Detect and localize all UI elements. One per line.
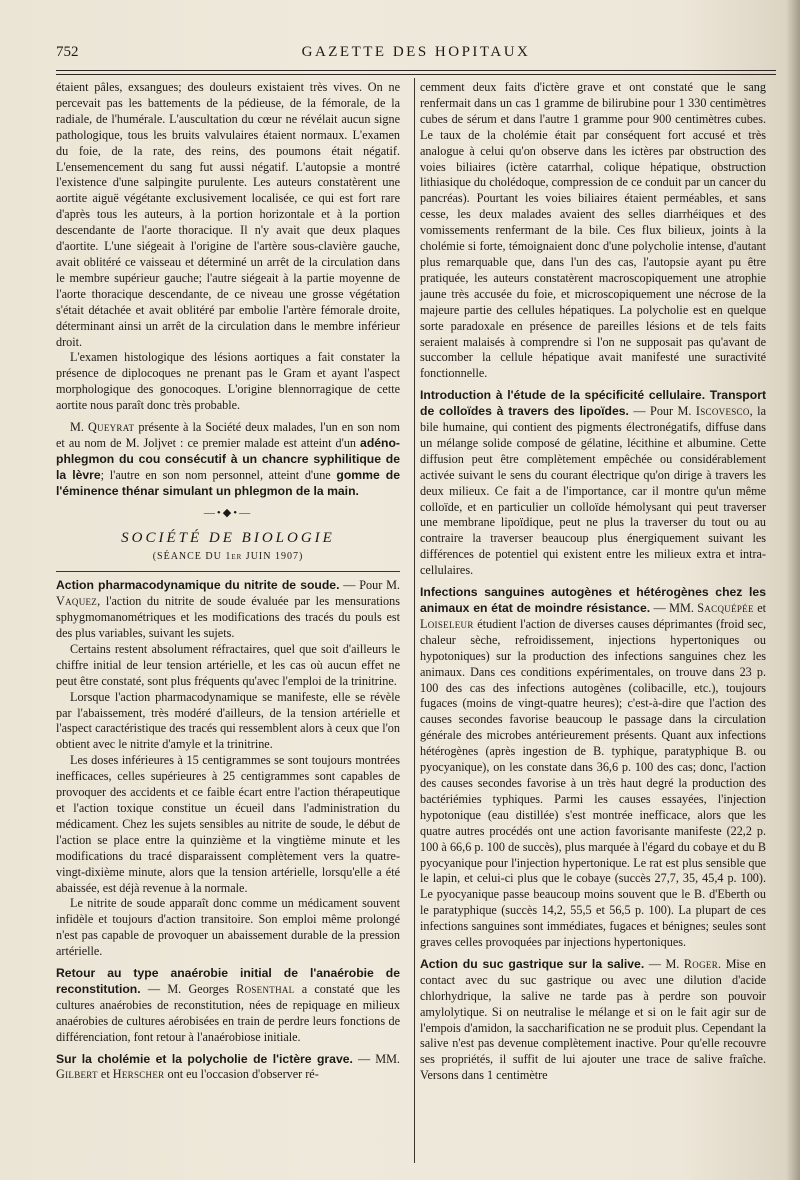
article-paragraph: Les doses inférieures à 15 centigrammes se sont toujours montrées inefficaces, celles supérieures à 25 centigrammes sont capables de provoquer des accidents et ce faible écart entre l'action thérapeutique et l'action toxique constitue un écueil dans l'administration du médicament. Chez les sujets sensibles au nitrite de soude, le début de l'action se place entre la quinzième et la vingtième minute et les modifications du tracé disparaissent complètement vers la quatre-vingt-dixième minute, alors que la tension artérielle, lorsqu'elle a été abaissée, est déjà revenue à la normale. [56,753,400,895]
emphasis-text: adéno-phlegmon du cou consécutif à un chancre syphilitique de la lèvre [56,435,400,482]
article-title: Infections sanguines autogènes et hétérogènes chez les animaux en état de moindre résistance. [420,585,766,615]
article-title: Action du suc gastrique sur la salive. [420,956,645,971]
page-header [56,42,776,64]
histology-paragraph: L'examen histologique des lésions aortiques a fait constater la présence de diplocoques ne prenant pas le Gram et ayant l'aspect morphologique des gonocoques. L'origine blennorragique de cette aortite nous paraît donc très probable. [56,350,400,413]
page-edge-shadow [786,0,800,1180]
header-rule [56,70,776,71]
author-name: Queyrat [87,420,135,435]
society-heading: SOCIÉTÉ DE BIOLOGIE [121,530,335,547]
article-paragraph: Lorsque l'action pharmacodynamique se manifeste, elle se révèle par l'abaissement, très modéré d'ailleurs, de la tension artérielle et l'aspect caractéristique des tracés qui ressemblent alors à ceux que l'on obtient avec le nitrite d'amyle et la trinitrine. [56,689,400,752]
article-title: Retour au type anaérobie initial de l'anaérobie de reconstitution. [56,966,400,996]
author-name: Sacquépée [697,601,754,615]
article-title: Action pharmacodynamique du nitrite de soude. [56,578,340,593]
author-name: Gilbert [56,1067,98,1082]
article-suc-gastrique: Action du suc gastrique sur la salive. — M. Roger. Mise en contact avec du suc gastrique ou avec une dilution d'acide chlorhydrique, la salive ne tarde pas à perdre son pouvoir amylolytique. Si on neutralise le mélange et si on le fait agir sur de l'empois d'amidon, la saccharification ne se produit plus. Cependant la salive n'est pas devenue complètement inactive. Pour qu'elle recouvre ses propriétés, il suffit de lui ajouter une trace de salive fraîche. Versons dans 1 centimètre [420,956,766,1083]
author-name: Iscovesco [695,404,750,419]
article-anaerobie: Retour au type anaérobie initial de l'anaérobie de reconstitution. — M. Georges Rosenthal a constaté que les cultures anaérobies de reconstitution, nées de repiquage en milieux anaérobies de cultures aérobisées en train de perdre leurs fonctions de différenciation, font retour à l'anaérobiose initiale. [56,966,400,1044]
column-separator [414,78,415,1163]
article-paragraph: Certains restent absolument réfractaires, quel que soit d'ailleurs le chiffre initial de leur tension artérielle, et les cas où aucun effet ne peut être constaté, sont plus fréquents qu'avec l'emploi de la trinitrine. [56,641,400,688]
section-ornament: —•◆•— [203,506,253,519]
page-number: 752 [56,44,79,60]
continued-paragraph: étaient pâles, exsangues; des douleurs existaient très vives. On ne percevait pas les battements de la pédieuse, de la fémorale, de la radiale, de l'humérale. L'auscultation du cœur ne révélait aucun signe pathologique, tous les bruits valvulaires étaient normaux. L'examen du foie, de la rate, des reins, des poumons était négatif. L'ensemencement du sang fut aussi négatif. L'autopsie a montré l'existence d'une salpingite purulente. Les auteurs constatèrent une aortite aiguë végétante exclusivement localisée, ce qui est fort rare d'après tous les auteurs, à la portion horizontale et à la portion descendante de l'aorte thoracique. Il n'y avait que deux plaques d'aortite. L'une siégeait à l'origine de l'artère sous-clavière gauche, avait oblitéré ce vaisseau et déterminé un arrêt de la circulation dans le membre supérieur gauche; l'autre siégeait à la partie moyenne de l'aorte thoracique descendante, de ce niveau une grosse végétation s'était détachée et avait oblitéré par embolie l'artère fémorale droite, déterminant ainsi un arrêt de la circulation dans le membre inférieur droit. [56,80,400,349]
article-title: Sur la cholémie et la polycholie de l'ictère grave. [56,1051,353,1066]
emphasis-text: gomme de l'éminence thénar simulant un phlegmon de la main. [56,467,401,498]
author-name: Roger [683,956,719,971]
section-rule [56,571,400,572]
author-name: Rosenthal [236,981,295,996]
author-name: Loiseleur [420,616,474,631]
article-title: Introduction à l'étude de la spécificité cellulaire. Transport de colloïdes à travers des lipoïdes. [420,388,766,419]
article-infections: Infections sanguines autogènes et hétérogènes chez les animaux en état de moindre résistance. — MM. Sacquépée et Loiseleur étudient l'action de diverses causes déprimantes (froid sec, chaleur sèche, refroidissement, injections hypertoniques ou hypotoniques) sur la production des infections sanguines chez les animaux. Dans ces conditions expérimentales, on trouve dans 23 p. 100 des cas des infections autogènes (colibacille, etc.), toujours fugaces (moins de vingt-quatre heures); c'est-à-dire que l'action des causes secondes favorise beaucoup le passage dans la circulation générale des microbes antérieurement présents. Quant aux infections hétérogènes (après ingestion de B. typhique, paratyphique B. ou pyocyanique), on les constate dans 36,6 p. 100 des cas; donc, l'action des causes secondes favorise à un très haut degré la production des bactériémies typhiques. Parmi les causes essayées, l'injection hypotonique (eau distillée) s'est montrée inefficace, alors que les quatre autres procédés ont une action favorisante manifeste (22,2 p. 100 à 66,6 p. 100 de succès), plus marquée à l'égard du cobaye et du B pyocyanique pour l'injection hypertonique. Le rat est plus sensible que le lapin, et celui-ci plus que le cobaye (succès 27,7, 35, 45,4 p. 100). Le pyocyanique passe beaucoup moins souvent que le B. d'Eberth ou le paratyphique (succès 14,2, 55,5 et 56,5 p. 100). La plupart de ces infections sanguines sont immédiates, fugaces et bénignes; seules sont graves celles provoquées par injections hypertoniques. [420,585,766,950]
article-nitrite: Action pharmacodynamique du nitrite de soude. — Pour M. Vaquez, l'action du nitrite de soude évaluée par les mensurations sphygmomanométriques et les modifications des tracés du pouls est des plus variables, suivant les sujets. [56,578,400,640]
cholemie-continued: cemment deux faits d'ictère grave et ont constaté que le sang renfermait dans un cas 1 gramme de bilirubine pour 1 330 centimètres cubes de sérum et dans l'autre 1 gramme pour 900 centimètres cubes. Le taux de la cholémie était par conséquent fort accusé et très analogue à celui qu'on observe dans les ictères par obstruction des voies biliaires (ictère catarrhal, colique hépatique, obstruction lithiasique du cholédoque, compression de ce conduit par un cancer du pancréas). Pourtant les voies biliaires étaient perméables, et sans cesse, les deux malades avaient des selles diarrhéiques et des vomissements renfermant de la bile. Ces flux bilieux, joints à la cholémie si forte, témoignaient donc d'une polycholie intense, d'autant plus remarquable que, dans l'un des cas, l'autopsie ayant pu être pratiquée, les auteurs constatèrent macroscopiquement une atrophie jaune très accusée du foie, et microscopiquement une nécrose de la majeure partie des cellules hépatiques. La polycholie est en quelque sorte paradoxale en présence de pareilles lésions et de tels faits seraient malaisés à comprendre si l'on ne supposait pas qu'avant de succomber la cellule hépatique avait manifesté une suractivité fonctionnelle. [420,80,766,381]
article-paragraph: Le nitrite de soude apparaît donc comme un médicament souvent infidèle et toujours d'action transitoire. Son emploi même prolongé n'est pas capable de provoquer un abaissement durable de la pression artérielle. [56,896,400,959]
journal-title: GAZETTE DES HOPITAUX [301,44,531,60]
right-column [420,80,766,1084]
session-date: (SÉANCE DU 1er JUIN 1907) [152,551,304,563]
author-name: Herscher [112,1067,165,1082]
header-rule-thin [56,74,776,75]
article-specificite: Introduction à l'étude de la spécificité cellulaire. Transport de colloïdes à travers des lipoïdes. — Pour M. Iscovesco, la bile humaine, qui contient des pigments électronégatifs, diffuse dans un mélange solide composé de gélatine, lécithine et albumine. Cette diffusion peut être complètement empêchée ou considérablement activée suivant le sens du courant électrique qu'on dirige à travers les deux milieux. Ce fait a de l'importance, car il montre qu'un même colloïde, et en particulier un colloïde hémolysant qui peut traverser une membrane lipoïdique, peut ne plus la traverser du tout ou au contraire la traverser beaucoup plus énergiquement suivant les différences de potentiel qui existent entre les milieux extra et intra-cellulaires. [420,388,766,578]
article-cholemie: Sur la cholémie et la polycholie de l'ictère grave. — MM. Gilbert et Herscher ont eu l'occasion d'observer ré- [56,1051,400,1082]
queyrat-paragraph: M. Queyrat présente à la Société deux malades, l'un en son nom et au nom de M. Joljvet : ce premier malade est atteint d'un adéno-phlegmon du cou consécutif à un chancre syphilitique de la lèvre; l'autre en son nom personnel, atteint d'une gomme de l'éminence thénar simulant un phlegmon de la main. [56,420,401,498]
left-column [56,80,400,1083]
author-name: Vaquez [56,594,98,609]
